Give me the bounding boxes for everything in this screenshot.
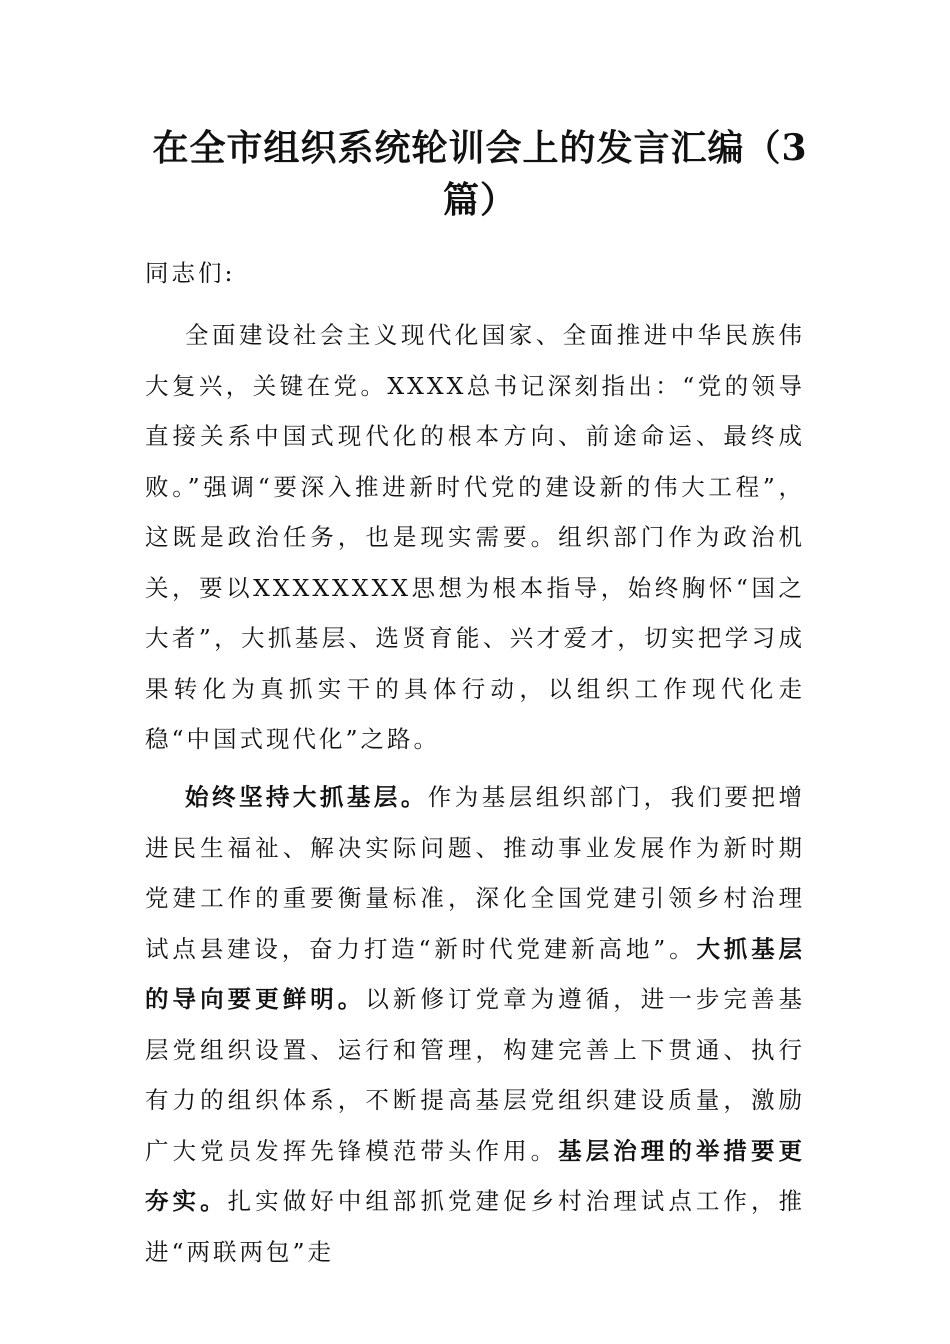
document-title: 在全市组织系统轮训会上的发言汇编（3篇） [152, 127, 808, 221]
salutation: 同志们: [145, 259, 236, 287]
paragraph-text: 以新修订党章为遵循，进一步完善基层党组织设置、运行和管理，构建完善上下贯通、执行有力的组织体系，不断提高基层党组织建设质量，激励广大党员发挥先锋模范带头作用。 [145, 985, 806, 1165]
paragraph-text: 扎实做好中组部抓党建促乡村治理试点工作，推进“两联两包”走 [145, 1187, 806, 1266]
section-heading: 始终坚持大抓基层。 [185, 783, 428, 811]
subheading-measures: 基层治理的举措要更夯实。 [145, 1136, 806, 1215]
paragraph-text: 作为基层组织部门，我们要把增进民生福祉、解决实际问题、推动事业发展作为新时期党建工作的重要衡量标准，深化全国党建引领乡村治理试点县建设，奋力打造“新时代党建新高地”。 [145, 783, 806, 963]
paragraph-grassroots [145, 772, 805, 1277]
subheading-orientation: 大抓基层的导向要更鲜明。 [145, 934, 805, 1013]
paragraph-intro: 全面建设社会主义现代化国家、全面推进中华民族伟大复兴，关键在党。XXXX总书记深刻指出：“党的领导直接关系中国式现代化的根本方向、前途命运、最终成败。”强调“要深入推进新时代党的建设新的伟大工程”，这既是政治任务，也是现实需要。组织部门作为政治机关，要以XXXXXXXX思想为根本指导，始终胸怀“国之大者”，大抓基层、选贤育能、兴才爱才，切实把学习成果转化为真抓实干的具体行动，以组织工作现代化走稳“中国式现代化”之路。 [145, 321, 805, 753]
